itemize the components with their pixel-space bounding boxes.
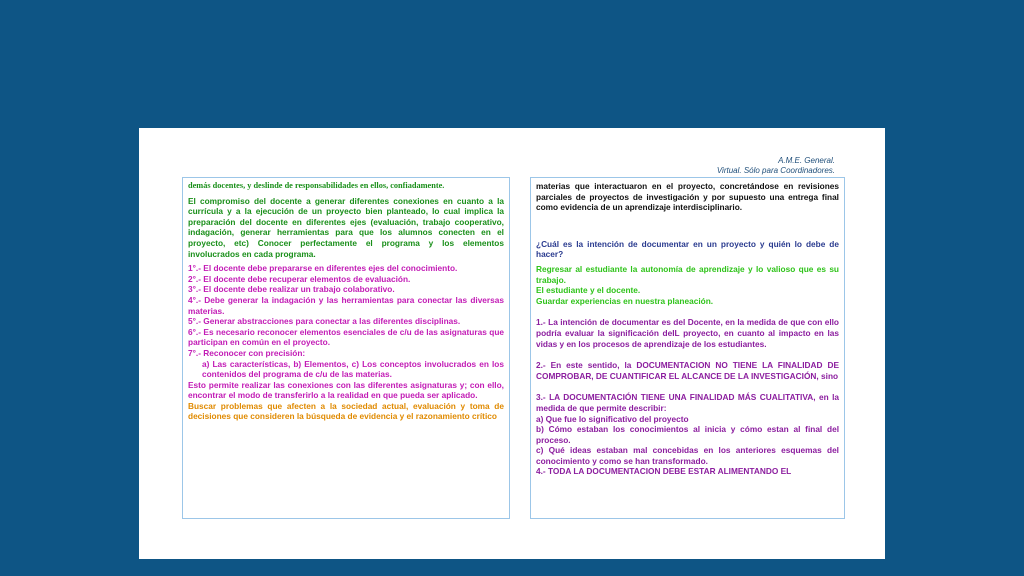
answer-line-2: El estudiante y el docente. [536,285,641,296]
right-paragraph-8: 4.- TODA LA DOCUMENTACION DEBE ESTAR ALIMENTANDO EL [536,466,792,477]
header-line-2: Virtual. Sólo para Coordinadores. [716,166,835,175]
list-item-4: 4°.- Debe generar la indagación y las herramientas para conectar las diversas materias. [188,294,504,316]
right-paragraph-7: 3.- LA DOCUMENTACIÓN TIENE UNA FINALIDAD MÁS CUALITATIVA, en la medida de que permite describir: [536,392,839,413]
left-paragraph-1: demás docentes, y deslinde de responsabilidades en ellos, confiadamente. [188,181,445,190]
question-heading: ¿Cuál es la intención de documentar en un proyecto y quién lo debe de hacer? [536,238,839,260]
answer-line-3: Guardar experiencias en nuestra planeación. [536,295,714,306]
left-column [182,177,510,519]
list-subitem: a) Las características, b) Elementos, c) Los conceptos involucrados en los contenidos del programa de c/u de las materias. [202,358,504,380]
list-item-2: 2°.- El docente debe recuperar elementos de evaluación. [188,273,411,284]
list-item-6: 6°.- Es necesario reconocer elementos esenciales de c/u de las asignaturas que participan en común en el proyecto. [188,326,504,348]
left-paragraph-2: El compromiso del docente a generar diferentes conexiones en cuanto a la currícula y a la ejecución de un proyecto bien planteado, lo cual implica la preparación del docente en diferentes ejes (evaluación, trabajo cooperativo, indagación, generar herramientas para que los alumnos conecten en el proyecto, etc) Conocer perfectamente el programa y los elementos involucrados en cada programa. [188,195,504,259]
left-paragraph-4: Buscar problemas que afecten a la sociedad actual, evaluación y toma de decisiones que consideren la búsqueda de evidencia y el razonamiento crítico [188,400,504,422]
right-column [530,177,845,519]
list-item-7: 7°.- Reconocer con precisión: [188,347,306,358]
document-page [139,128,885,559]
right-paragraph-1: materias que interactuaron en el proyecto, concretándose en revisiones parciales de proyectos de investigación y por supuesto una entrega final como evidencia de un aprendizaje interdisciplinario. [536,181,839,213]
list-item-3: 3°.- El docente debe realizar un trabajo colaborativo. [188,284,395,295]
answer-line-1: Regresar al estudiante la autonomía de aprendizaje y lo valioso que es su trabajo. [536,263,839,285]
list-item-5: 5°.- Generar abstracciones para conectar a las diferentes disciplinas. [188,316,461,327]
right-paragraph-5: 1.- La intención de documentar es del Docente, en la medida de que con ello podría evaluar la significación deIL proyecto, en cuanto al impacto en las vidas y en los procesos de aprendizaje de los estudiantes. [536,317,839,349]
right-item-c: c) Qué ideas estaban mal concebidas en los anteriores esquemas del conocimiento y como se han transformado. [536,445,839,466]
right-item-b: b) Cómo estaban los conocimientos al inicia y cómo estan al final del proceso. [536,424,839,445]
right-item-a: a) Que fue lo significativo del proyecto [536,413,689,424]
left-paragraph-3: Esto permite realizar las conexiones con las diferentes asignaturas y; con ello, encontrar el modo de transferirlo a la realidad en que pueda ser aplicado. [188,379,504,401]
list-item-1: 1°.- El docente debe prepararse en diferentes ejes del conocimiento. [188,263,458,274]
page-header [717,156,835,176]
right-paragraph-6: 2.- En este sentido, la DOCUMENTACION NO TIENE LA FINALIDAD DE COMPROBAR, DE CUANTIFICAR EL ALCANCE DE LA INVESTIGACIÓN, sino [536,360,839,381]
header-line-1: A.M.E. General. [778,156,835,165]
